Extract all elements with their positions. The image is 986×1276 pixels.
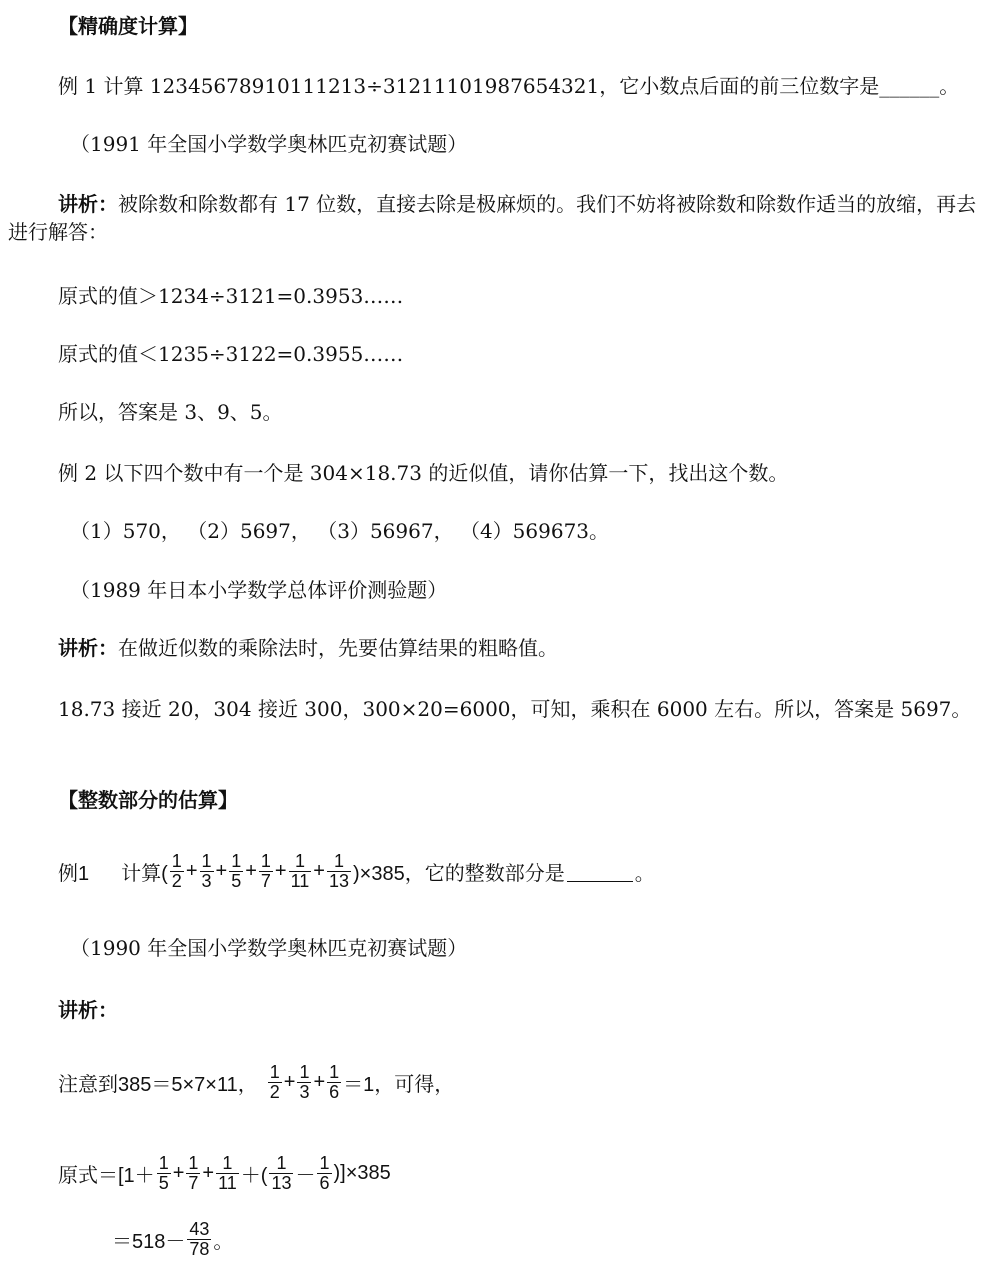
expression-line: 原式＝[1＋ $\frac{1}{5}$ + $\frac{1}{7}$ + $\frac{1}{11}$ ＋( $\frac{1}{13}$ － $\frac{1}{6}$ )]×385 <box>58 1152 391 1193</box>
example-2-explanation: 18.73 接近 20，304 接近 300，300×20=6000，可知，乘积在 6000 左右。所以，答案是 5697。 <box>58 697 972 721</box>
fraction: $\frac{1}{5}$ <box>158 1152 169 1193</box>
fraction: $\frac{1}{11}$ <box>218 1152 237 1193</box>
fraction: $\frac{1}{5}$ <box>231 850 242 891</box>
example-1-analysis <box>8 190 978 246</box>
example-1-step-2: 原式的值＜1235÷3122=0.3955…… <box>58 342 404 366</box>
fraction: $\frac{1}{3}$ <box>201 850 212 891</box>
fraction: $\frac{1}{7}$ <box>260 850 271 891</box>
fraction: $\frac{1}{3}$ <box>299 1061 310 1102</box>
analysis-text: 在做近似数的乘除法时，先要估算结果的粗略值。 <box>118 636 558 660</box>
example-2-analysis <box>58 634 558 662</box>
note-line: 注意到385＝5×7×11， $\frac{1}{2}$ + $\frac{1}{3}$ + $\frac{1}{6}$ ＝1，可得， <box>58 1061 455 1102</box>
example-1-source: （1991 年全国小学数学奥林匹克初赛试题） <box>70 132 468 156</box>
fraction: $\frac{1}{11}$ <box>290 850 310 891</box>
note-text: 注意到385＝5×7×11， <box>58 1073 258 1096</box>
fraction: $\frac{1}{6}$ <box>319 1152 330 1193</box>
section-title-precision: 【精确度计算】 <box>58 14 198 38</box>
fraction: $\frac{1}{2}$ <box>269 1061 280 1102</box>
example-3-analysis-label: 讲析： <box>58 998 118 1022</box>
example-1-text: 例 1 计算 12345678910111213÷31211101987654321，它小数点后面的前三位数字是______。 <box>58 74 960 98</box>
fraction: $\frac{1}{13}$ <box>328 850 350 891</box>
analysis-text: 被除数和除数都有 17 位数，直接去除是极麻烦的。我们不妨将被除数和除数作适当的放缩，再去进行解答： <box>8 192 977 244</box>
calc-prefix: 计算( <box>121 862 168 885</box>
example-3-label: 例1 <box>58 862 90 885</box>
fraction: $\frac{1}{13}$ <box>271 1152 292 1193</box>
note-text-end: ＝1，可得， <box>343 1073 455 1096</box>
example-2-source: （1989 年日本小学数学总体评价测验题） <box>70 578 448 602</box>
section-title-integer-part: 【整数部分的估算】 <box>58 788 238 812</box>
fraction: $\frac{43}{78}$ <box>189 1218 210 1259</box>
analysis-label: 讲析： <box>58 192 118 216</box>
result-line: ＝518－ $\frac{43}{78}$ 。 <box>112 1218 234 1259</box>
fraction: $\frac{1}{2}$ <box>171 850 182 891</box>
example-3-line: 例1 计算( $\frac{1}{2}$ + $\frac{1}{3}$ + $\frac{1}{5}$ + $\frac{1}{7}$ + $\frac{1}{11}$ + $\frac{1}{13}$ )×385，它的整数部分是 。 <box>58 850 655 891</box>
fraction: $\frac{1}{7}$ <box>188 1152 199 1193</box>
example-2-text: 例 2 以下四个数中有一个是 304×18.73 的近似值，请你估算一下，找出这个数。 <box>58 461 789 485</box>
example-3-source: （1990 年全国小学数学奥林匹克初赛试题） <box>70 936 468 960</box>
fraction: $\frac{1}{6}$ <box>329 1061 340 1102</box>
analysis-label: 讲析： <box>58 636 118 660</box>
example-2-options: （1）570， （2）5697， （3）56967， （4）569673。 <box>70 519 610 543</box>
example-1-conclusion: 所以，答案是 3、9、5。 <box>58 400 283 424</box>
example-1-step-1: 原式的值＞1234÷3121=0.3953…… <box>58 284 404 308</box>
answer-blank <box>567 861 633 882</box>
calc-suffix: )×385，它的整数部分是 <box>353 862 565 885</box>
